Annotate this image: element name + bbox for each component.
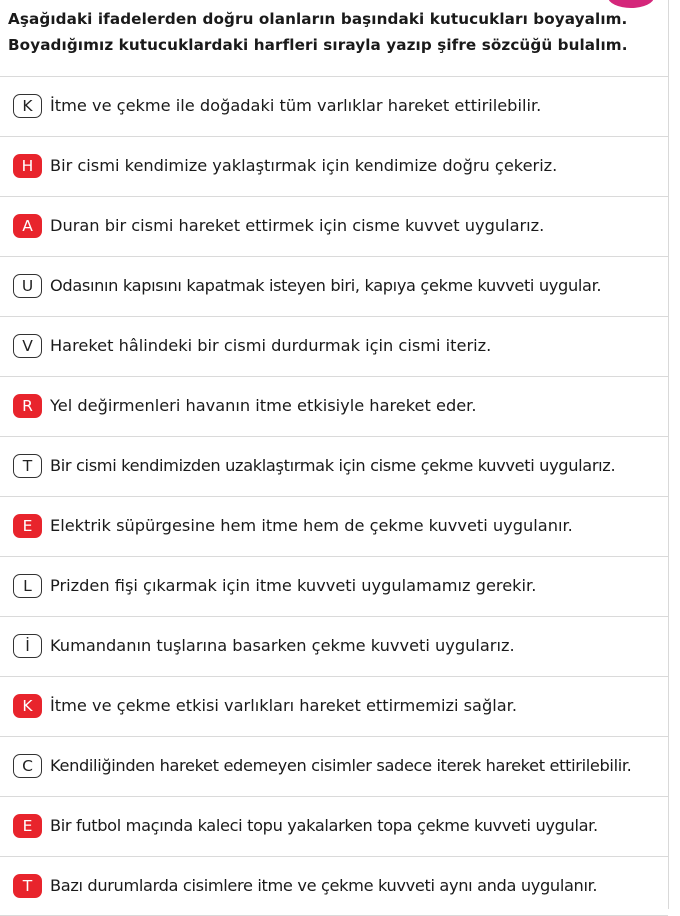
statement-text: Duran bir cismi hareket ettirmek için cisme kuvvet uygularız. xyxy=(50,216,545,235)
list-item xyxy=(0,436,668,496)
statement-text: Bir cismi kendimizden uzaklaştırmak için cisme çekme kuvveti uygularız. xyxy=(50,456,616,475)
list-item xyxy=(0,856,668,916)
statement-text: Bazı durumlarda cisimlere itme ve çekme kuvveti aynı anda uygulanır. xyxy=(50,876,598,895)
list-item xyxy=(0,736,668,796)
list-item xyxy=(0,376,668,436)
letter-checkbox[interactable]: T xyxy=(13,874,42,898)
right-margin-rule xyxy=(668,0,669,909)
list-item xyxy=(0,496,668,556)
letter-checkbox[interactable]: K xyxy=(13,694,42,718)
letter-checkbox[interactable]: C xyxy=(13,754,42,778)
statement-text: Bir cismi kendimize yaklaştırmak için kendimize doğru çekeriz. xyxy=(50,156,558,175)
letter-checkbox[interactable]: E xyxy=(13,514,42,538)
statement-text: Hareket hâlindeki bir cismi durdurmak için cismi iteriz. xyxy=(50,336,492,355)
instructions xyxy=(8,6,668,58)
list-item xyxy=(0,136,668,196)
letter-checkbox[interactable]: H xyxy=(13,154,42,178)
statement-text: Kendiliğinden hareket edemeyen cisimler sadece iterek hareket ettirilebilir. xyxy=(50,756,632,775)
statement-text: Kumandanın tuşlarına basarken çekme kuvveti uygularız. xyxy=(50,636,515,655)
statement-text: Elektrik süpürgesine hem itme hem de çekme kuvveti uygulanır. xyxy=(50,516,573,535)
statement-list xyxy=(0,76,668,916)
letter-checkbox[interactable]: T xyxy=(13,454,42,478)
list-item xyxy=(0,256,668,316)
statement-text: İtme ve çekme ile doğadaki tüm varlıklar hareket ettirilebilir. xyxy=(50,96,542,115)
statement-text: Yel değirmenleri havanın itme etkisiyle hareket eder. xyxy=(50,396,477,415)
letter-checkbox[interactable]: R xyxy=(13,394,42,418)
instruction-line-1: Aşağıdaki ifadelerden doğru olanların başındaki kutucukları boyayalım. xyxy=(8,10,628,28)
letter-checkbox[interactable]: U xyxy=(13,274,42,298)
list-item xyxy=(0,616,668,676)
list-item xyxy=(0,796,668,856)
instruction-line-2: Boyadığımız kutucuklardaki harfleri sırayla yazıp şifre sözcüğü bulalım. xyxy=(8,36,628,54)
list-item xyxy=(0,76,668,136)
letter-checkbox[interactable]: K xyxy=(13,94,42,118)
letter-checkbox[interactable]: İ xyxy=(13,634,42,658)
list-item xyxy=(0,316,668,376)
statement-text: Bir futbol maçında kaleci topu yakalarken topa çekme kuvveti uygular. xyxy=(50,816,598,835)
letter-checkbox[interactable]: A xyxy=(13,214,42,238)
list-item xyxy=(0,676,668,736)
statement-text: Odasının kapısını kapatmak isteyen biri, kapıya çekme kuvveti uygular. xyxy=(50,276,602,295)
letter-checkbox[interactable]: L xyxy=(13,574,42,598)
statement-text: Prizden fişi çıkarmak için itme kuvveti uygulamamız gerekir. xyxy=(50,576,537,595)
statement-text: İtme ve çekme etkisi varlıkları hareket ettirmemizi sağlar. xyxy=(50,696,517,715)
letter-checkbox[interactable]: E xyxy=(13,814,42,838)
letter-checkbox[interactable]: V xyxy=(13,334,42,358)
list-item xyxy=(0,556,668,616)
list-item xyxy=(0,196,668,256)
